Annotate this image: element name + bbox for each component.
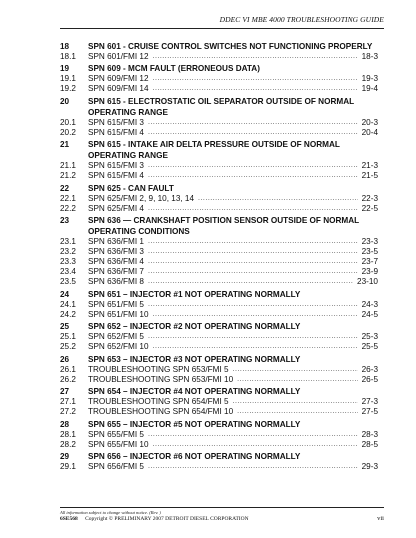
toc-entry[interactable] <box>60 342 378 352</box>
section-title: SPN 601 - CRUISE CONTROL SWITCHES NOT FUNCTIONING PROPERLY <box>88 41 373 51</box>
table-of-contents <box>60 39 378 472</box>
entry-number: 22.2 <box>60 203 76 213</box>
dot-leader <box>148 267 358 277</box>
dot-leader <box>148 237 358 247</box>
dot-leader <box>237 407 357 417</box>
section-title: SPN 651 – INJECTOR #1 NOT OPERATING NORMALLY <box>88 289 301 299</box>
page-number: vii <box>377 515 384 522</box>
dot-leader <box>153 440 358 450</box>
toc-entry[interactable] <box>60 204 378 214</box>
section-heading[interactable] <box>60 41 378 52</box>
entry-label: SPN 651/FMI 5 <box>88 299 144 309</box>
toc-entry[interactable] <box>60 52 378 62</box>
entry-page-number: 23-7 <box>361 257 378 266</box>
toc-entry[interactable] <box>60 237 378 247</box>
footer-divider <box>60 507 384 508</box>
toc-entry[interactable] <box>60 375 378 385</box>
entry-label: SPN 609/FMI 14 <box>88 84 149 93</box>
section-title: SPN 653 – INJECTOR #3 NOT OPERATING NORMALLY <box>88 354 301 364</box>
toc-entry[interactable] <box>60 128 378 138</box>
entry-page-number: 19-3 <box>361 74 378 83</box>
header-title: DDEC VI MBE 4000 TROUBLESHOOTING GUIDE <box>219 15 384 24</box>
entry-number: 19.2 <box>60 84 76 93</box>
toc-entry[interactable] <box>60 161 378 171</box>
section-title: SPN 656 – INJECTOR #6 NOT OPERATING NORMALLY <box>88 452 301 461</box>
entry-number: 28.2 <box>60 439 76 449</box>
toc-entry[interactable] <box>60 300 378 310</box>
dot-leader <box>148 332 358 342</box>
section-number: 28 <box>60 419 70 429</box>
entry-number: 29.1 <box>60 462 76 471</box>
dot-leader <box>153 342 358 352</box>
entry-number: 21.1 <box>60 161 76 170</box>
section-title: SPN 615 - ELECTROSTATIC OIL SEPARATOR OUTSIDE OF NORMAL OPERATING RANGE <box>88 96 354 117</box>
dot-leader <box>153 84 358 94</box>
section-title: SPN 636 — CRANKSHAFT POSITION SENSOR OUTSIDE OF NORMAL OPERATING CONDITIONS <box>88 216 359 236</box>
toc-entry[interactable] <box>60 430 378 440</box>
entry-page-number: 28-3 <box>361 429 378 439</box>
toc-entry[interactable] <box>60 462 378 472</box>
entry-page-number: 19-4 <box>361 84 378 93</box>
entry-label: SPN 636/FMI 7 <box>88 267 144 276</box>
entry-page-number: 22-5 <box>361 203 378 213</box>
section-heading[interactable] <box>60 139 378 161</box>
section-heading[interactable] <box>60 451 378 462</box>
dot-leader <box>148 277 353 287</box>
entry-page-number: 28-5 <box>361 439 378 449</box>
entry-page-number: 29-3 <box>361 462 378 471</box>
section-number: 19 <box>60 64 70 73</box>
entry-label: SPN 625/FMI 2, 9, 10, 13, 14 <box>88 193 195 203</box>
dot-leader <box>148 128 358 138</box>
section-heading[interactable] <box>60 321 378 332</box>
toc-entry[interactable] <box>60 277 378 287</box>
entry-label: SPN 656/FMI 5 <box>88 462 144 471</box>
dot-leader <box>148 204 358 214</box>
section-number: 18 <box>60 41 70 51</box>
entry-number: 19.1 <box>60 74 76 83</box>
entry-label: TROUBLESHOOTING SPN 653/FMI 10 <box>88 374 234 384</box>
entry-number: 20.1 <box>60 117 76 127</box>
toc-entry[interactable] <box>60 118 378 128</box>
entry-number: 22.1 <box>60 193 76 203</box>
dot-leader <box>148 161 358 171</box>
section-number: 21 <box>60 140 70 149</box>
section-title: SPN 654 – INJECTOR #4 NOT OPERATING NORMALLY <box>88 387 301 396</box>
entry-label: SPN 601/FMI 12 <box>88 51 149 61</box>
entry-page-number: 21-5 <box>361 171 378 180</box>
entry-page-number: 27-3 <box>361 397 378 406</box>
entry-page-number: 21-3 <box>361 161 378 170</box>
entry-number: 21.2 <box>60 171 76 180</box>
section-title: SPN 655 – INJECTOR #5 NOT OPERATING NORMALLY <box>88 419 301 429</box>
dot-leader <box>237 375 357 385</box>
footer-note: All information subject to change without notice. (Rev. ) <box>60 510 161 515</box>
entry-label: SPN 636/FMI 8 <box>88 277 144 286</box>
entry-label: SPN 615/FMI 4 <box>88 171 144 180</box>
entry-page-number: 25-3 <box>361 332 378 341</box>
dot-leader <box>148 300 358 310</box>
entry-page-number: 20-3 <box>361 117 378 127</box>
section-heading[interactable] <box>60 63 378 74</box>
entry-number: 25.1 <box>60 332 76 341</box>
dot-leader <box>148 257 358 267</box>
section-heading[interactable] <box>60 386 378 397</box>
footer-line <box>60 516 249 522</box>
dot-leader <box>233 397 358 407</box>
dot-leader <box>148 171 358 181</box>
entry-number: 20.2 <box>60 127 76 137</box>
entry-label: SPN 615/FMI 3 <box>88 117 144 127</box>
entry-page-number: 24-3 <box>361 299 378 309</box>
entry-page-number: 20-4 <box>361 127 378 137</box>
entry-number: 18.1 <box>60 51 76 61</box>
entry-label: SPN 655/FMI 5 <box>88 429 144 439</box>
section-heading[interactable] <box>60 354 378 365</box>
section-number: 29 <box>60 452 70 461</box>
entry-page-number: 27-5 <box>361 407 378 416</box>
header-divider <box>60 28 384 29</box>
section-title: SPN 609 - MCM FAULT (ERRONEOUS DATA) <box>88 64 260 73</box>
entry-page-number: 23-10 <box>357 277 378 286</box>
toc-entry[interactable] <box>60 74 378 84</box>
section-number: 25 <box>60 322 70 331</box>
entry-label: SPN 651/FMI 10 <box>88 309 149 319</box>
entry-number: 23.1 <box>60 237 76 246</box>
toc-entry[interactable] <box>60 440 378 450</box>
toc-entry[interactable] <box>60 84 378 94</box>
entry-page-number: 23-9 <box>361 267 378 276</box>
dot-leader <box>153 74 358 84</box>
toc-entry[interactable] <box>60 257 378 267</box>
page-header <box>0 0 416 30</box>
entry-number: 24.2 <box>60 309 76 319</box>
toc-entry[interactable] <box>60 247 378 257</box>
dot-leader <box>198 194 358 204</box>
dot-leader <box>148 462 358 472</box>
entry-label: SPN 636/FMI 3 <box>88 247 144 256</box>
entry-label: SPN 615/FMI 3 <box>88 161 144 170</box>
entry-label: SPN 636/FMI 1 <box>88 237 144 246</box>
entry-number: 23.4 <box>60 267 76 276</box>
dot-leader <box>148 247 358 257</box>
toc-entry[interactable] <box>60 407 378 417</box>
dot-leader <box>233 365 358 375</box>
section-number: 23 <box>60 216 70 225</box>
entry-page-number: 23-5 <box>361 247 378 256</box>
section-heading[interactable] <box>60 289 378 300</box>
section-number: 24 <box>60 289 70 299</box>
entry-number: 25.2 <box>60 342 76 351</box>
entry-page-number: 26-5 <box>361 374 378 384</box>
entry-number: 23.3 <box>60 257 76 266</box>
section-number: 26 <box>60 354 70 364</box>
entry-label: SPN 652/FMI 5 <box>88 332 144 341</box>
entry-number: 28.1 <box>60 429 76 439</box>
document-number: 6SE568 <box>60 516 78 522</box>
section-heading[interactable] <box>60 183 378 194</box>
section-title: SPN 625 - CAN FAULT <box>88 183 174 193</box>
entry-label: SPN 652/FMI 10 <box>88 342 149 351</box>
entry-number: 23.5 <box>60 277 76 286</box>
toc-entry[interactable] <box>60 365 378 375</box>
entry-label: SPN 655/FMI 10 <box>88 439 149 449</box>
toc-entry[interactable] <box>60 332 378 342</box>
section-number: 27 <box>60 387 70 396</box>
dot-leader <box>148 430 358 440</box>
section-number: 22 <box>60 183 70 193</box>
entry-number: 26.1 <box>60 364 76 374</box>
entry-number: 27.1 <box>60 397 76 406</box>
section-title: SPN 652 – INJECTOR #2 NOT OPERATING NORMALLY <box>88 322 301 331</box>
entry-label: TROUBLESHOOTING SPN 654/FMI 5 <box>88 397 229 406</box>
toc-entry[interactable] <box>60 194 378 204</box>
entry-page-number: 22-3 <box>361 193 378 203</box>
entry-page-number: 18-3 <box>361 51 378 61</box>
toc-entry[interactable] <box>60 171 378 181</box>
section-title: SPN 615 - INTAKE AIR DELTA PRESSURE OUTSIDE OF NORMAL OPERATING RANGE <box>88 140 340 160</box>
entry-label: SPN 625/FMI 4 <box>88 203 144 213</box>
copyright-text: Copyright © PRELIMINARY 2007 DETROIT DIESEL CORPORATION <box>85 516 249 522</box>
section-heading[interactable] <box>60 96 378 118</box>
entry-number: 26.2 <box>60 374 76 384</box>
entry-number: 24.1 <box>60 299 76 309</box>
entry-number: 27.2 <box>60 407 76 416</box>
toc-entry[interactable] <box>60 267 378 277</box>
entry-label: SPN 615/FMI 4 <box>88 127 144 137</box>
entry-page-number: 24-5 <box>361 309 378 319</box>
entry-label: TROUBLESHOOTING SPN 653/FMI 5 <box>88 364 229 374</box>
section-number: 20 <box>60 96 70 106</box>
dot-leader <box>153 52 358 62</box>
section-heading[interactable] <box>60 419 378 430</box>
dot-leader <box>153 310 358 320</box>
entry-label: SPN 636/FMI 4 <box>88 257 144 266</box>
entry-number: 23.2 <box>60 247 76 256</box>
entry-label: SPN 609/FMI 12 <box>88 74 149 83</box>
entry-label: TROUBLESHOOTING SPN 654/FMI 10 <box>88 407 234 416</box>
dot-leader <box>148 118 358 128</box>
entry-page-number: 23-3 <box>361 237 378 246</box>
toc-entry[interactable] <box>60 310 378 320</box>
entry-page-number: 26-3 <box>361 364 378 374</box>
entry-page-number: 25-5 <box>361 342 378 351</box>
toc-entry[interactable] <box>60 397 378 407</box>
section-heading[interactable] <box>60 215 378 237</box>
